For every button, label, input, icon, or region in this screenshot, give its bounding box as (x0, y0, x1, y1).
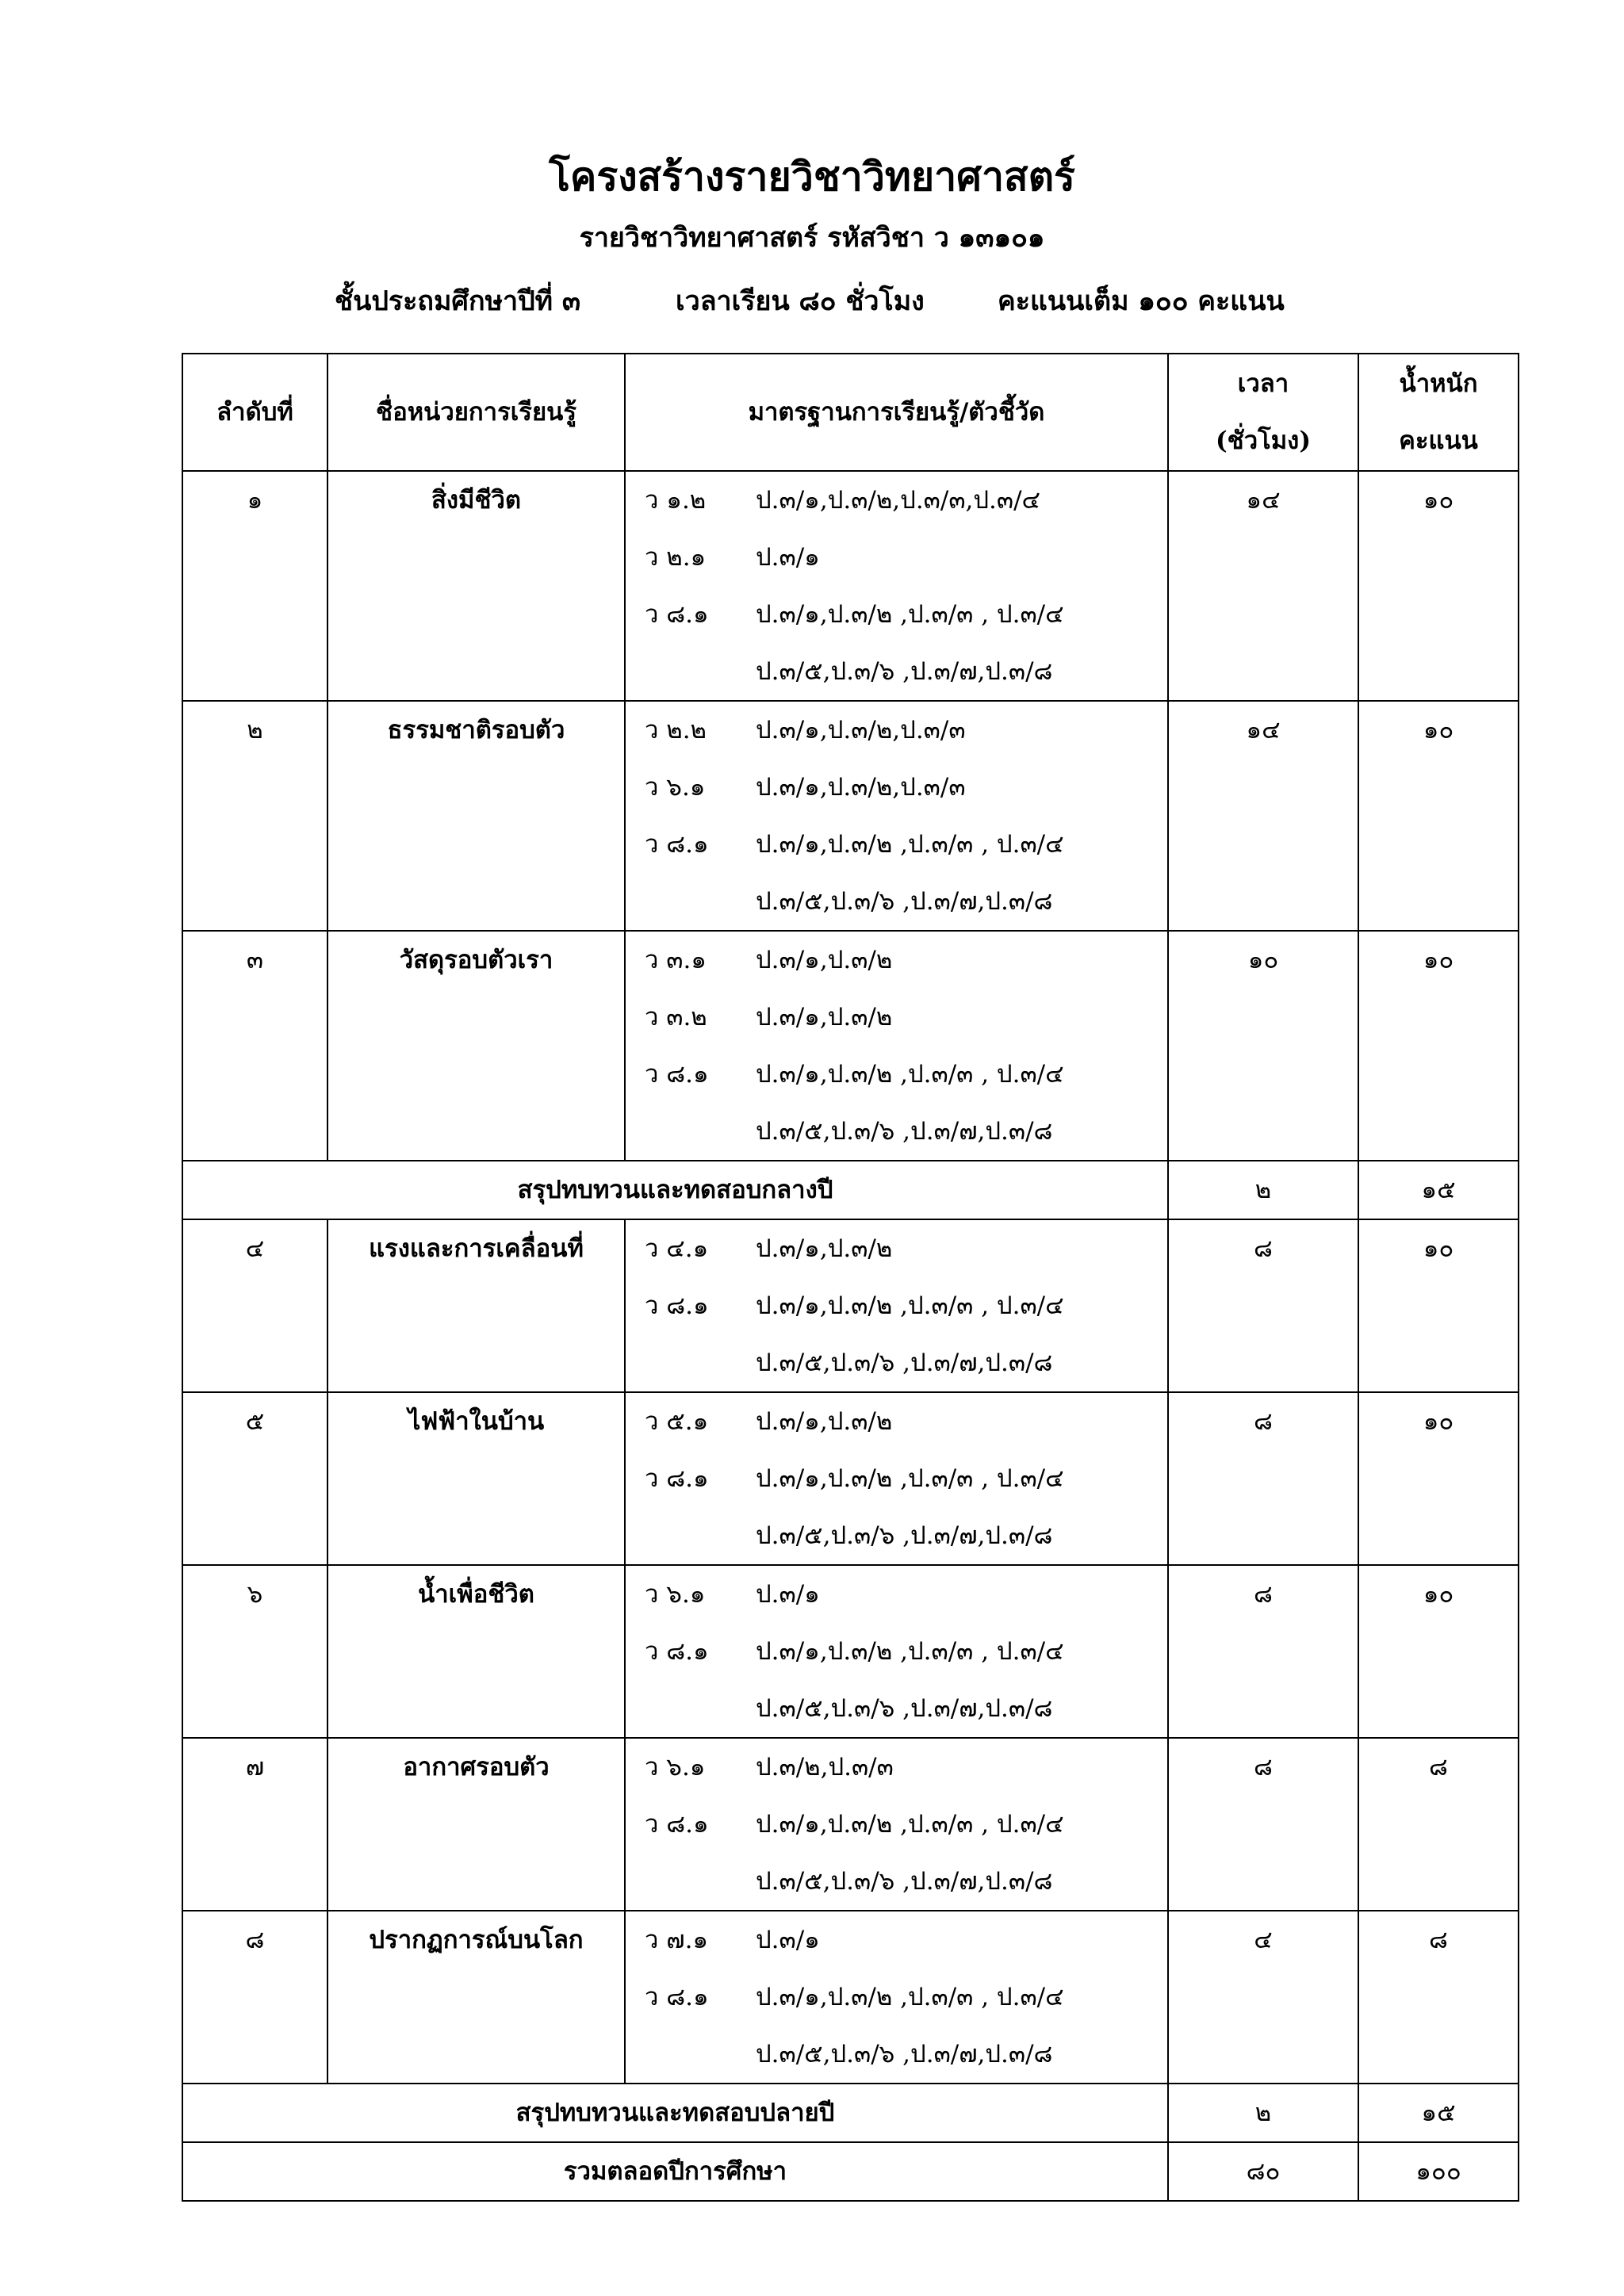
indicator-list: ป.๓/๕,ป.๓/๖ ,ป.๓/๗,ป.๓/๘ (756, 2040, 1053, 2068)
indicator-list: ป.๓/๑,ป.๓/๒ ,ป.๓/๓ , ป.๓/๔ (756, 1810, 1064, 1839)
standard-line (645, 1393, 1167, 1450)
standard-code: ว ๑.๒ (645, 486, 707, 515)
indicator-list: ป.๓/๑,ป.๓/๒ (756, 1234, 893, 1263)
total-row-weight: ๑๐๐ (1358, 2142, 1519, 2201)
unit-number: ๑ (182, 471, 327, 701)
unit-name: ไฟฟ้าในบ้าน (327, 1392, 625, 1565)
score-label: คะแนนเต็ม ๑๐๐ คะแนน (998, 285, 1285, 317)
unit-name: ปรากฏการณ์บนโลก (327, 1911, 625, 2084)
standard-line (645, 1623, 1167, 1680)
standard-line (645, 1853, 1167, 1910)
indicator-list: ป.๓/๑,ป.๓/๒ ,ป.๓/๓ , ป.๓/๔ (756, 1060, 1064, 1089)
standard-line (645, 529, 1167, 586)
table-row (182, 701, 1519, 931)
unit-standards (625, 1392, 1168, 1565)
unit-hours: ๑๔ (1168, 701, 1358, 931)
indicator-list: ป.๓/๒,ป.๓/๓ (756, 1753, 894, 1781)
document-title: โครงสร้างรายวิชาวิทยาศาสตร์ (549, 153, 1075, 200)
unit-weight: ๑๐ (1358, 471, 1519, 701)
standard-code: ว ๖.๑ (645, 1753, 706, 1781)
header-standard: มาตรฐานการเรียนรู้/ตัวชี้วัด (625, 354, 1168, 471)
unit-hours: ๘ (1168, 1738, 1358, 1911)
standard-line (645, 586, 1167, 643)
standard-line (645, 1046, 1167, 1103)
standard-line (645, 1796, 1167, 1853)
unit-weight: ๑๐ (1358, 931, 1519, 1161)
table-row (182, 1911, 1519, 2084)
indicator-list: ป.๓/๑,ป.๓/๒,ป.๓/๓ (756, 716, 966, 744)
table-header-row (182, 354, 1519, 471)
header-time-line2: (ชั่วโมง) (1215, 427, 1311, 455)
standard-code: ว ๘.๑ (645, 830, 709, 859)
header-unit: ชื่อหน่วยการเรียนรู้ (327, 354, 625, 471)
unit-hours: ๑๐ (1168, 931, 1358, 1161)
standard-code: ว ๓.๒ (645, 1003, 707, 1031)
unit-name: ธรรมชาติรอบตัว (327, 701, 625, 931)
unit-hours: ๔ (1168, 1911, 1358, 2084)
total-row-label: รวมตลอดปีการศึกษา (182, 2142, 1168, 2201)
standard-code: ว ๒.๑ (645, 543, 707, 572)
total-row (182, 2142, 1519, 2201)
standard-line (645, 643, 1167, 700)
indicator-list: ป.๓/๑,ป.๓/๒ (756, 1003, 893, 1031)
standard-line (645, 873, 1167, 930)
header-no: ลำดับที่ (182, 354, 327, 471)
unit-standards (625, 701, 1168, 931)
unit-standards (625, 471, 1168, 701)
unit-hours: ๘ (1168, 1219, 1358, 1392)
standard-line (645, 1911, 1167, 1969)
unit-standards (625, 1738, 1168, 1911)
unit-hours: ๑๔ (1168, 471, 1358, 701)
standard-code: ว ๘.๑ (645, 1983, 709, 2011)
indicator-list: ป.๓/๕,ป.๓/๖ ,ป.๓/๗,ป.๓/๘ (756, 1349, 1053, 1377)
standard-line (645, 1450, 1167, 1507)
standard-line (645, 1277, 1167, 1334)
unit-standards (625, 1219, 1168, 1392)
standard-line (645, 1507, 1167, 1564)
header-weight-line2: คะแนน (1399, 427, 1478, 455)
indicator-list: ป.๓/๑ (756, 1926, 820, 1954)
total-row-hours: ๘๐ (1168, 2142, 1358, 2201)
midterm-row-hours: ๒ (1168, 1161, 1358, 1219)
indicator-list: ป.๓/๑ (756, 1580, 820, 1609)
table-row (182, 931, 1519, 1161)
unit-weight: ๑๐ (1358, 1219, 1519, 1392)
indicator-list: ป.๓/๕,ป.๓/๖ ,ป.๓/๗,ป.๓/๘ (756, 657, 1053, 686)
indicator-list: ป.๓/๑,ป.๓/๒ ,ป.๓/๓ , ป.๓/๔ (756, 1637, 1064, 1666)
unit-number: ๔ (182, 1219, 327, 1392)
indicator-list: ป.๓/๑,ป.๓/๒ ,ป.๓/๓ , ป.๓/๔ (756, 1983, 1064, 2011)
indicator-list: ป.๓/๕,ป.๓/๖ ,ป.๓/๗,ป.๓/๘ (756, 1694, 1053, 1723)
midterm-row-weight: ๑๕ (1358, 1161, 1519, 1219)
standard-code: ว ๘.๑ (645, 1292, 709, 1320)
standard-line (645, 759, 1167, 816)
unit-number: ๗ (182, 1738, 327, 1911)
standard-line (645, 1739, 1167, 1796)
indicator-list: ป.๓/๑,ป.๓/๒ ,ป.๓/๓ , ป.๓/๔ (756, 830, 1064, 859)
curriculum-table (182, 353, 1519, 2202)
table-row (182, 1738, 1519, 1911)
indicator-list: ป.๓/๑,ป.๓/๒ ,ป.๓/๓ , ป.๓/๔ (756, 600, 1064, 629)
standard-line (645, 1969, 1167, 2026)
unit-standards (625, 1565, 1168, 1738)
hours-label: เวลาเรียน ๘๐ ชั่วโมง (676, 285, 925, 317)
standard-line (645, 1334, 1167, 1391)
indicator-list: ป.๓/๕,ป.๓/๖ ,ป.๓/๗,ป.๓/๘ (756, 1867, 1053, 1896)
unit-weight: ๘ (1358, 1738, 1519, 1911)
standard-code: ว ๕.๑ (645, 1407, 709, 1436)
unit-name: วัสดุรอบตัวเรา (327, 931, 625, 1161)
standard-code: ว ๓.๑ (645, 946, 707, 974)
unit-standards (625, 931, 1168, 1161)
midterm-row-label: สรุปทบทวนและทดสอบกลางปี (182, 1161, 1168, 1219)
unit-weight: ๘ (1358, 1911, 1519, 2084)
unit-weight: ๑๐ (1358, 701, 1519, 931)
indicator-list: ป.๓/๑,ป.๓/๒ ,ป.๓/๓ , ป.๓/๔ (756, 1292, 1064, 1320)
unit-name: แรงและการเคลื่อนที่ (327, 1219, 625, 1392)
unit-number: ๖ (182, 1565, 327, 1738)
table-body (182, 471, 1519, 2201)
indicator-list: ป.๓/๑,ป.๓/๒,ป.๓/๓,ป.๓/๔ (756, 486, 1040, 515)
final-row-hours: ๒ (1168, 2084, 1358, 2142)
standard-line (645, 1566, 1167, 1623)
midterm-row (182, 1161, 1519, 1219)
unit-name: สิ่งมีชีวิต (327, 471, 625, 701)
unit-weight: ๑๐ (1358, 1392, 1519, 1565)
standard-line (645, 2026, 1167, 2083)
unit-name: อากาศรอบตัว (327, 1738, 625, 1911)
unit-number: ๓ (182, 931, 327, 1161)
header-weight (1358, 354, 1519, 471)
indicator-list: ป.๓/๑,ป.๓/๒,ป.๓/๓ (756, 773, 966, 802)
standard-code: ว ๒.๒ (645, 716, 707, 744)
standard-line (645, 989, 1167, 1046)
indicator-list: ป.๓/๑ (756, 543, 820, 572)
final-row-weight: ๑๕ (1358, 2084, 1519, 2142)
standard-code: ว ๗.๑ (645, 1926, 709, 1954)
standard-line (645, 472, 1167, 529)
indicator-list: ป.๓/๕,ป.๓/๖ ,ป.๓/๗,ป.๓/๘ (756, 1521, 1053, 1550)
standard-line (645, 816, 1167, 873)
header-weight-line1: น้ำหนัก (1399, 369, 1478, 398)
indicator-list: ป.๓/๕,ป.๓/๖ ,ป.๓/๗,ป.๓/๘ (756, 1117, 1053, 1146)
table-row (182, 471, 1519, 701)
standard-code: ว ๖.๑ (645, 1580, 706, 1609)
unit-weight: ๑๐ (1358, 1565, 1519, 1738)
unit-hours: ๘ (1168, 1565, 1358, 1738)
table-row (182, 1565, 1519, 1738)
standard-code: ว ๖.๑ (645, 773, 706, 802)
unit-number: ๒ (182, 701, 327, 931)
standard-line (645, 932, 1167, 989)
header-time (1168, 354, 1358, 471)
indicator-list: ป.๓/๑,ป.๓/๒ (756, 1407, 893, 1436)
standard-code: ว ๔.๑ (645, 1234, 709, 1263)
standard-line (645, 702, 1167, 759)
header-time-line1: เวลา (1237, 369, 1289, 398)
grade-label: ชั้นประถมศึกษาปีที่ ๓ (335, 285, 581, 317)
indicator-list: ป.๓/๑,ป.๓/๒ (756, 946, 893, 974)
standard-line (645, 1103, 1167, 1160)
unit-name: น้ำเพื่อชีวิต (327, 1565, 625, 1738)
table-row (182, 1219, 1519, 1392)
unit-number: ๘ (182, 1911, 327, 2084)
standard-code: ว ๘.๑ (645, 1060, 709, 1089)
unit-number: ๕ (182, 1392, 327, 1565)
standard-line (645, 1220, 1167, 1277)
indicator-list: ป.๓/๕,ป.๓/๖ ,ป.๓/๗,ป.๓/๘ (756, 887, 1053, 916)
unit-hours: ๘ (1168, 1392, 1358, 1565)
document-subtitle: รายวิชาวิทยาศาสตร์ รหัสวิชา ว ๑๓๑๐๑ (579, 222, 1045, 254)
unit-standards (625, 1911, 1168, 2084)
standard-code: ว ๘.๑ (645, 1810, 709, 1839)
final-row-label: สรุปทบทวนและทดสอบปลายปี (182, 2084, 1168, 2142)
standard-code: ว ๘.๑ (645, 600, 709, 629)
indicator-list: ป.๓/๑,ป.๓/๒ ,ป.๓/๓ , ป.๓/๔ (756, 1464, 1064, 1493)
final-row (182, 2084, 1519, 2142)
standard-code: ว ๘.๑ (645, 1637, 709, 1666)
standard-line (645, 1680, 1167, 1737)
standard-code: ว ๘.๑ (645, 1464, 709, 1493)
table-row (182, 1392, 1519, 1565)
